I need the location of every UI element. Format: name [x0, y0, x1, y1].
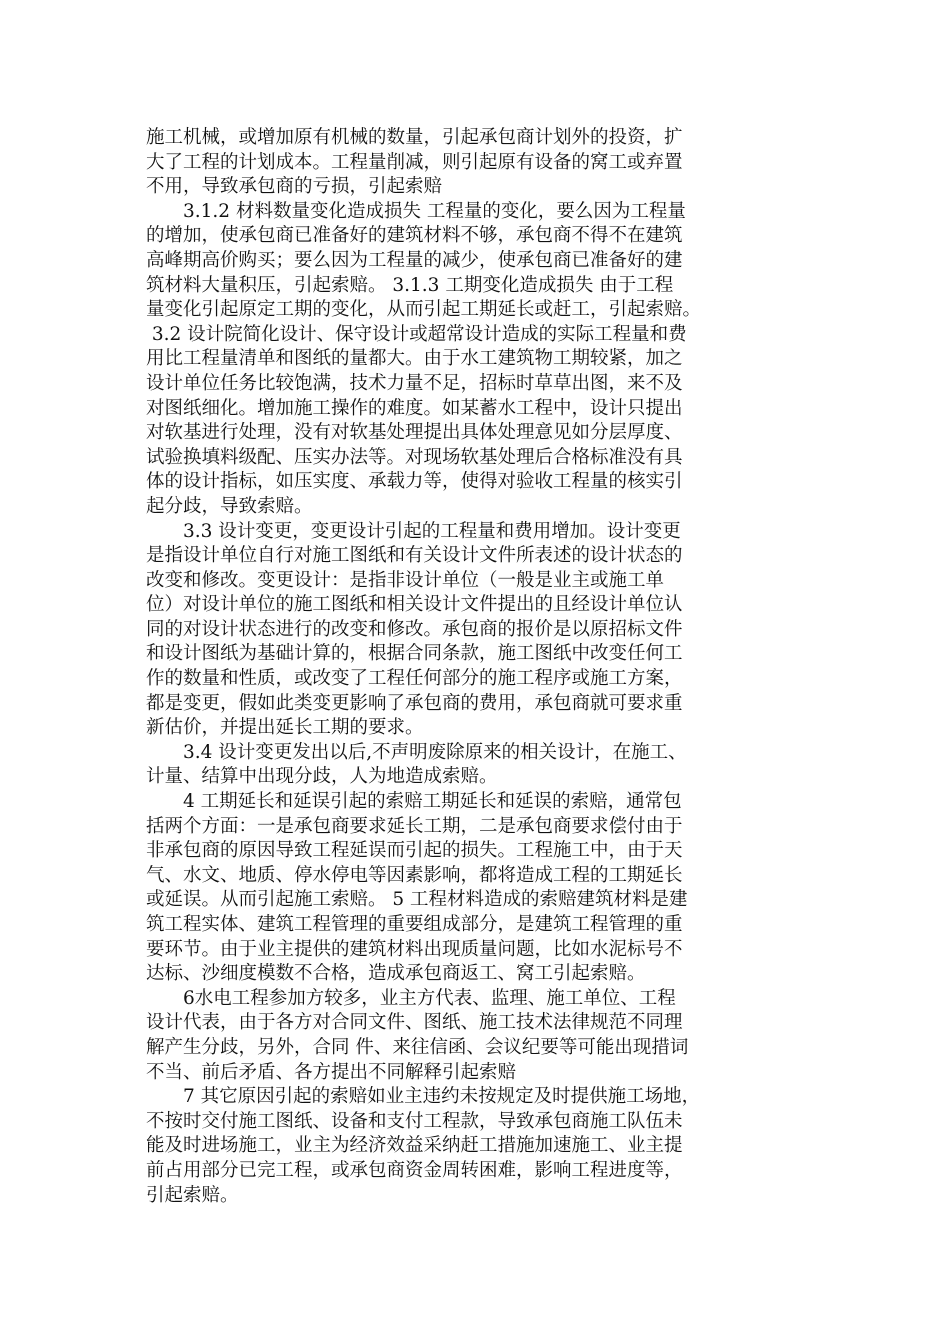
text-line: 达标、沙细度模数不合格，造成承包商返工、窝工引起索赔。 — [146, 963, 646, 985]
text-line: 计量、结算中出现分歧，人为地造成索赔。 — [146, 766, 498, 788]
text-line: 同的对设计状态进行的改变和修改。承包商的报价是以原招标文件 — [146, 618, 683, 640]
text-line: 3.1.2 材料数量变化造成损失 工程量的变化，要么因为工程量 — [146, 200, 686, 222]
text-line: 对软基进行处理，没有对软基处理提出具体处理意见如分层厚度、 — [146, 422, 683, 444]
text-line: 体的设计指标，如压实度、承载力等，使得对验收工程量的核实引 — [146, 471, 683, 493]
text-line: 不当、前后矛盾、各方提出不同解释引起索赔 — [146, 1061, 517, 1083]
text-line: 量变化引起原定工期的变化，从而引起工期延长或赶工，引起索赔。 — [146, 299, 702, 321]
text-line: 非承包商的原因导致工程延误而引起的损失。工程施工中，由于天 — [146, 840, 683, 862]
document-body — [146, 126, 810, 1208]
text-line: 和设计图纸为基础计算的，根据合同条款，施工图纸中改变任何工 — [146, 643, 683, 665]
text-line: 能及时进场施工，业主为经济效益采纳赶工措施加速施工、业主提 — [146, 1135, 683, 1157]
text-line: 施工机械，或增加原有机械的数量，引起承包商计划外的投资，扩 — [146, 127, 683, 148]
text-line: 作的数量和性质，或改变了工程任何部分的施工程序或施工方案， — [146, 668, 683, 690]
text-line: 设计单位任务比较饱满，技术力量不足，招标时草草出图，来不及 — [146, 372, 683, 394]
text-line: 气、水文、地质、停水停电等因素影响，都将造成工程的工期延长 — [146, 864, 683, 886]
text-line: 3.2 设计院简化设计、保守设计或超常设计造成的实际工程量和费 — [146, 323, 687, 345]
text-line: 是指设计单位自行对施工图纸和有关设计文件所表述的设计状态的 — [146, 545, 683, 567]
text-line: 3.4 设计变更发出以后,不声明废除原来的相关设计，在施工、 — [146, 741, 687, 763]
text-line: 筑材料大量积压，引起索赔。 3.1.3 工期变化造成损失 由于工程 — [146, 274, 674, 296]
text-line: 7 其它原因引起的索赔如业主违约未按规定及时提供施工场地， — [146, 1086, 701, 1108]
text-line: 筑工程实体、建筑工程管理的重要组成部分，是建筑工程管理的重 — [146, 914, 683, 935]
text-line: 不用，导致承包商的亏损，引起索赔 — [146, 176, 443, 198]
text-line: 高峰期高价购买；要么因为工程量的减少，使承包商已准备好的建 — [146, 249, 683, 271]
text-line: 不按时交付施工图纸、设备和支付工程款，导致承包商施工队伍未 — [146, 1110, 683, 1132]
text-line: 或延误。从而引起施工索赔。 5 工程材料造成的索赔建筑材料是建 — [146, 889, 688, 911]
text-line: 引起索赔。 — [146, 1184, 239, 1206]
text-line: 要环节。由于业主提供的建筑材料出现质量问题，比如水泥标号不 — [146, 938, 683, 960]
text-line: 试验换填料级配、压实办法等。对现场软基处理后合格标准没有具 — [146, 446, 683, 468]
text-line: 括两个方面：一是承包商要求延长工期，二是承包商要求偿付由于 — [146, 815, 683, 837]
text-line: 新估价，并提出延长工期的要求。 — [146, 717, 424, 739]
text-line: 3.3 设计变更，变更设计引起的工程量和费用增加。设计变更 — [146, 520, 681, 542]
text-line: 对图纸细化。增加施工操作的难度。如某蓄水工程中，设计只提出 — [146, 397, 683, 419]
text-line: 前占用部分已完工程，或承包商资金周转困难，影响工程进度等， — [146, 1159, 683, 1181]
text-line: 都是变更，假如此类变更影响了承包商的费用，承包商就可要求重 — [146, 692, 683, 714]
text-line: 设计代表，由于各方对合同文件、图纸、施工技术法律规范不同理 — [146, 1012, 683, 1034]
text-line: 的增加，使承包商已准备好的建筑材料不够，承包商不得不在建筑 — [146, 225, 683, 247]
text-line: 6水电工程参加方较多，业主方代表、监理、施工单位、工程 — [146, 987, 676, 1009]
text-line: 4 工期延长和延误引起的索赔工期延长和延误的索赔，通常包 — [146, 791, 682, 813]
text-line: 大了工程的计划成本。工程量削减，则引起原有设备的窝工或弃置 — [146, 151, 683, 173]
text-line: 起分歧，导致索赔。 — [146, 495, 313, 517]
text-line: 用比工程量清单和图纸的量都大。由于水工建筑物工期较紧，加之 — [146, 348, 683, 370]
text-line: 解产生分歧，另外，合同 件、来往信函、会议纪要等可能出现措词 — [146, 1036, 689, 1058]
text-line: 位）对设计单位的施工图纸和相关设计文件提出的且经设计单位认 — [146, 594, 683, 616]
text-line: 改变和修改。变更设计：是指非设计单位（一般是业主或施工单 — [146, 569, 665, 591]
